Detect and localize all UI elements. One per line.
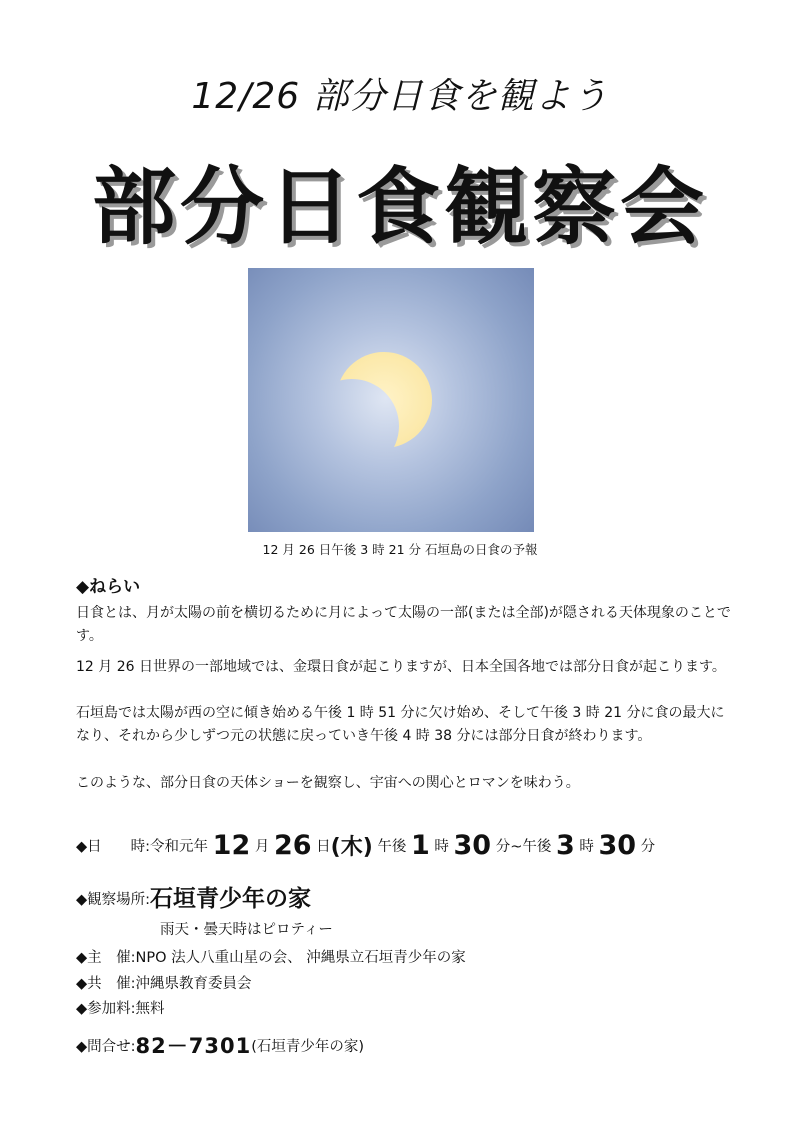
fee-line bbox=[76, 997, 165, 1018]
month-unit: 月 bbox=[254, 839, 270, 855]
aim-paragraph-4: このような、部分日食の天体ショーを観察し、宇宙への関心とロマンを味わう。 bbox=[76, 775, 580, 791]
subtitle: 12/26 部分日食を観よう bbox=[191, 76, 609, 117]
end-minute-unit: 分 bbox=[640, 839, 656, 855]
eclipse-photo bbox=[248, 268, 534, 532]
photo-caption: 12 月 26 日午後 3 時 21 分 石垣島の日食の予報 bbox=[262, 542, 538, 557]
fee-label: ◆参加料: bbox=[76, 1001, 136, 1017]
page-title: 部分日食観察会 bbox=[91, 158, 708, 256]
aim-paragraph-1: 日食とは、月が太陽の前を横切るために月によって太陽の一部(または全部)が隠される天体現象のことです。 bbox=[76, 605, 731, 644]
contact-label: ◆問合せ: bbox=[76, 1039, 136, 1055]
venue-name: 石垣青少年の家 bbox=[150, 886, 312, 912]
cosponsor-label: ◆共 催: bbox=[76, 976, 136, 992]
end-hour-unit: 時 bbox=[579, 839, 594, 855]
end-hour: 3 bbox=[555, 830, 575, 861]
organizer-line bbox=[76, 946, 466, 967]
time-separator: ~ bbox=[510, 839, 523, 855]
fee-value: 無料 bbox=[135, 1001, 165, 1017]
weekday: (木) bbox=[330, 835, 373, 860]
venue-label: ◆観察場所: bbox=[76, 892, 151, 908]
start-hour-unit: 時 bbox=[434, 839, 449, 855]
start-prefix: 午後 bbox=[377, 839, 407, 855]
start-minute-unit: 分 bbox=[495, 839, 511, 855]
end-minute: 30 bbox=[598, 830, 637, 861]
aim-heading: ◆ねらい bbox=[76, 577, 141, 597]
contact-line bbox=[76, 1030, 364, 1060]
end-prefix: 午後 bbox=[522, 839, 552, 855]
contact-phone: 82－7301 bbox=[135, 1034, 252, 1058]
month: 12 bbox=[212, 830, 251, 861]
aim-paragraph-3: 石垣島では太陽が西の空に傾き始める午後 1 時 51 分に欠け始め、そして午後 3 時 21 分に食の最大になり、それから少しずつ元の状態に戻っていき午後 4 時 38 分には部分日食が終わります。 bbox=[76, 705, 725, 744]
aim-paragraph-2: 12 月 26 日世界の一部地域では、金環日食が起こりますが、日本全国各地では部分日食が起こります。 bbox=[76, 659, 726, 675]
start-hour: 1 bbox=[410, 830, 430, 861]
day: 26 bbox=[273, 830, 312, 861]
start-minute: 30 bbox=[453, 830, 492, 861]
contact-note: (石垣青少年の家) bbox=[251, 1039, 365, 1055]
day-unit: 日 bbox=[316, 839, 331, 855]
partial-eclipse-illustration bbox=[248, 268, 534, 532]
eclipsed-sun bbox=[336, 352, 432, 448]
datetime-label: ◆日 時: bbox=[76, 839, 151, 855]
cosponsor-line bbox=[76, 972, 252, 993]
organizer-value: NPO 法人八重山星の会、 沖縄県立石垣青少年の家 bbox=[135, 950, 466, 966]
organizer-label: ◆主 催: bbox=[76, 950, 136, 966]
era: 令和元年 bbox=[150, 839, 209, 855]
rain-note: 雨天・曇天時はピロティー bbox=[160, 922, 333, 938]
venue-line bbox=[76, 880, 311, 913]
event-datetime bbox=[76, 830, 655, 861]
cosponsor-value: 沖縄県教育委員会 bbox=[135, 976, 252, 992]
